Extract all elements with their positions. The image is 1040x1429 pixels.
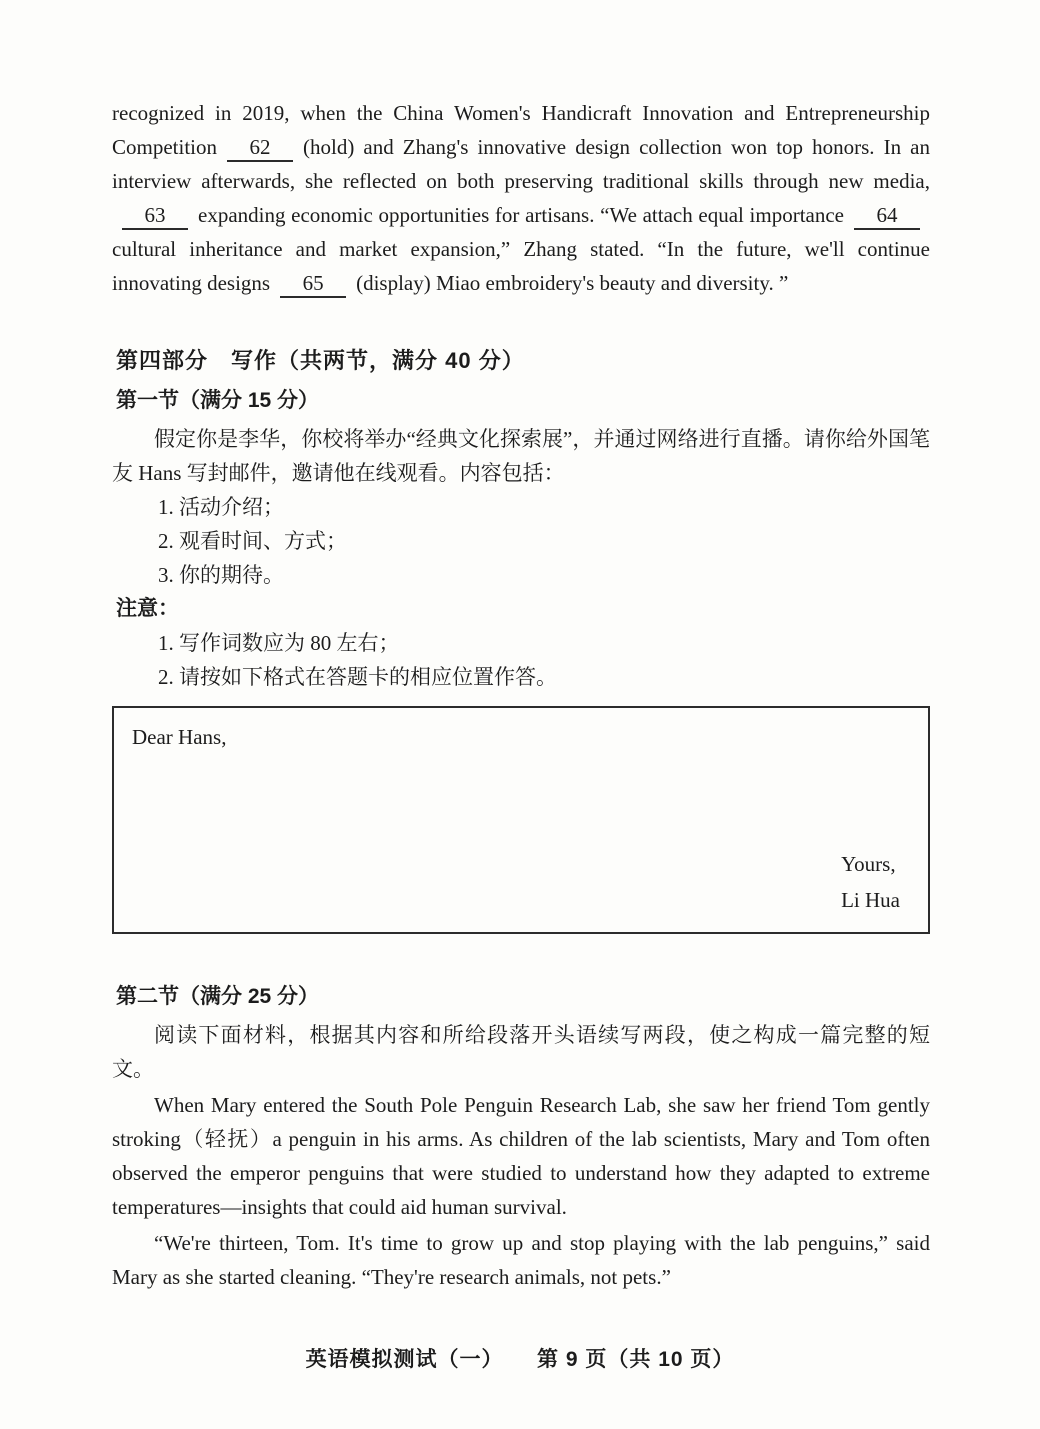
page-footer: 英语模拟测试（一） 第 9 页（共 10 页） (305, 1348, 735, 1371)
task-item-2: 2. 观看时间、方式； (158, 529, 347, 553)
note-item-1: 1. 写作词数应为 80 左右； (158, 631, 400, 655)
task-item-3: 3. 你的期待。 (158, 563, 284, 587)
task-item-1: 1. 活动介绍； (158, 495, 284, 519)
section2-intro: 阅读下面材料，根据其内容和所给段落开头语续写两段，使之构成一篇完整的短文。 (112, 1023, 930, 1081)
letter-salutation: Dear Hans, (132, 725, 227, 749)
cloze-text-1: recognized in 2019, when the China Women's Handicraft Innovation and Entrepreneurship Competition (112, 101, 930, 159)
cloze-text-3: expanding economic opportunities for artisans. “We attach equal importance (198, 203, 844, 227)
section2-heading: 第二节（满分 25 分） (116, 985, 320, 1008)
part4-heading: 第四部分 写作（共两节，满分 40 分） (116, 348, 525, 373)
story-paragraph-1: When Mary entered the South Pole Penguin Research Lab, she saw her friend Tom gently stroking（轻抚）a penguin in his arms. As children of the lab scientists, Mary and Tom often observed the emperor penguins that were studied to understand how they adapted to extreme temperatures—insights that could aid human survival. (112, 1093, 930, 1219)
story-paragraph-2: “We're thirteen, Tom. It's time to grow up and stop playing with the lab penguins,” said Mary as she started cleaning. “They're research animals, not pets.” (112, 1231, 930, 1289)
letter-closing: Yours, (841, 852, 896, 876)
blank-62: 62 (227, 134, 293, 162)
letter-closing-block (841, 846, 900, 918)
letter-answer-box (112, 706, 930, 934)
note-item-2: 2. 请按如下格式在答题卡的相应位置作答。 (158, 665, 557, 689)
note-label: 注意： (116, 597, 179, 620)
letter-blank-space (132, 754, 910, 846)
blank-63: 63 (122, 202, 188, 230)
blank-64: 64 (854, 202, 920, 230)
cloze-text-2: (hold) and Zhang's innovative design collection won top honors. In an interview afterwards, she reflected on both preserving traditional skills through new media, (112, 135, 930, 193)
cloze-text-4: cultural inheritance and market expansion,” Zhang stated. “In the future, we'll continue innovating designs (112, 237, 930, 295)
blank-65: 65 (280, 270, 346, 298)
cloze-text-5: (display) Miao embroidery's beauty and diversity. ” (356, 271, 789, 295)
cloze-paragraph (112, 96, 930, 300)
letter-signature: Li Hua (841, 888, 900, 912)
section1-intro: 假定你是李华，你校将举办“经典文化探索展”，并通过网络进行直播。请你给外国笔友 Hans 写封邮件，邀请他在线观看。内容包括： (112, 427, 930, 485)
section1-heading: 第一节（满分 15 分） (116, 389, 320, 412)
